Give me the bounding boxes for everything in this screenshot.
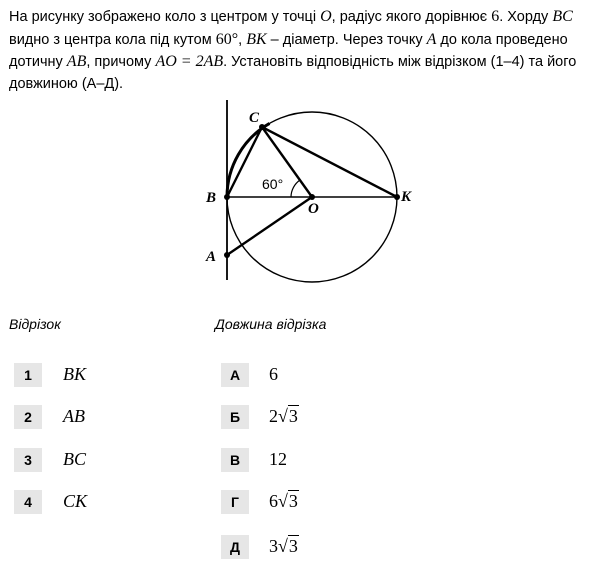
point-K bbox=[394, 194, 400, 200]
length-value-v: 12 bbox=[269, 449, 287, 469]
segment-num-4: 4 bbox=[14, 490, 42, 514]
math-O: O bbox=[320, 8, 332, 25]
math-radius: 6 bbox=[491, 8, 500, 25]
geometry-figure bbox=[195, 95, 425, 285]
length-value-d: 3√3 bbox=[269, 536, 298, 556]
segment-name-4: CK bbox=[63, 491, 88, 511]
label-O: O bbox=[308, 201, 319, 217]
segment-num-2: 2 bbox=[14, 405, 42, 429]
chord-BC bbox=[227, 127, 262, 197]
segment-name-3: BC bbox=[63, 449, 87, 469]
length-value-b: 2√3 bbox=[269, 406, 298, 426]
math-angle: 60° bbox=[215, 30, 239, 48]
header-length: Довжина відрізка bbox=[215, 316, 327, 332]
point-C bbox=[259, 124, 265, 130]
math-AB: AB bbox=[66, 53, 87, 70]
problem-text: На рисунку зображено коло з центром у точці O, радіус якого дорівнює 6. Хорду BC видно з центра кола під кутом 60°, BK – діаметр. Через точку A до кола проведено дотичну AB, причому AO = 2AB. Установіть відповідність між відрізком (1–4) та його довжиною (А–Д). bbox=[9, 8, 577, 92]
math-BK: BK bbox=[246, 30, 267, 48]
point-B bbox=[224, 194, 230, 200]
segment-name-1: BK bbox=[63, 364, 87, 384]
segment-name-2: AB bbox=[63, 406, 85, 426]
segment-num-3: 3 bbox=[14, 448, 42, 472]
header-segment: Відрізок bbox=[9, 316, 61, 332]
length-letter-d: Д bbox=[221, 535, 249, 559]
label-angle: 60° bbox=[262, 176, 284, 192]
point-A bbox=[224, 252, 230, 258]
label-K: K bbox=[401, 189, 412, 205]
math-BC: BC bbox=[552, 8, 573, 25]
segment-num-1: 1 bbox=[14, 363, 42, 387]
segment-AO bbox=[227, 197, 312, 255]
label-B: B bbox=[206, 190, 217, 206]
length-letter-v: В bbox=[221, 448, 249, 472]
label-A: A bbox=[206, 249, 217, 265]
label-C: C bbox=[249, 110, 260, 126]
point-O bbox=[309, 194, 315, 200]
length-letter-a: А bbox=[221, 363, 249, 387]
math-equation: AO = 2AB bbox=[155, 53, 224, 70]
angle-arc bbox=[291, 180, 300, 197]
length-letter-g: Г bbox=[221, 490, 249, 514]
length-value-a: 6 bbox=[269, 364, 278, 384]
math-A: A bbox=[426, 30, 437, 48]
length-letter-b: Б bbox=[221, 405, 249, 429]
length-value-g: 6√3 bbox=[269, 491, 298, 511]
